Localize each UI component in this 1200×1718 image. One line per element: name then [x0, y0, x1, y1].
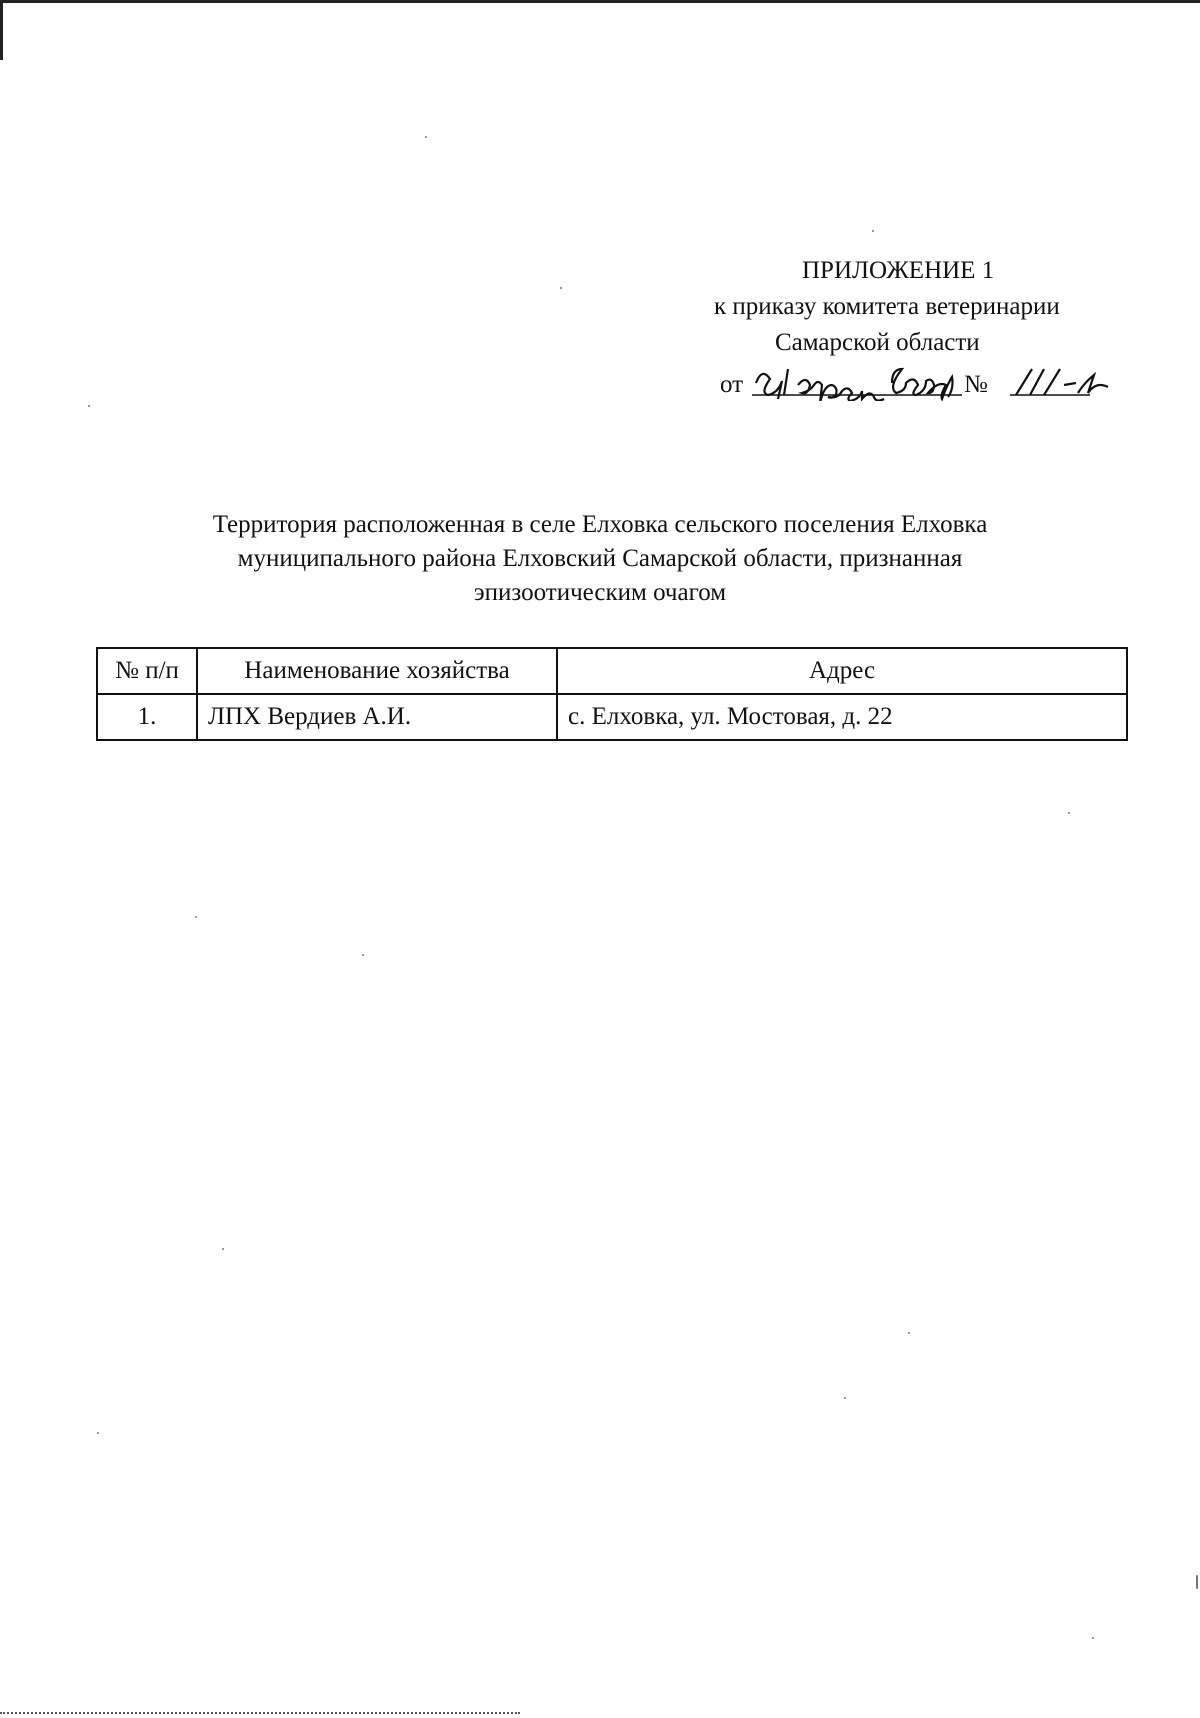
appendix-date-number-line	[680, 361, 1150, 397]
scan-speck	[1196, 1575, 1198, 1589]
scan-speck	[222, 1248, 224, 1250]
scan-speck	[1092, 1637, 1094, 1639]
scan-speck	[908, 1332, 910, 1334]
number-label: №	[964, 371, 988, 398]
heading-line-3: эпизоотическим очагом	[473, 579, 727, 606]
header-farm-name: Наименование хозяйства	[197, 648, 557, 694]
table-header-row	[97, 648, 1127, 694]
scan-speck	[425, 136, 427, 138]
scan-speck	[1068, 812, 1070, 814]
table-row	[97, 694, 1127, 740]
appendix-order-line: к приказу комитета ветеринарии	[714, 293, 1060, 320]
scan-edge-bottom	[0, 1712, 520, 1714]
appendix-region-line: Самарской области	[775, 329, 980, 356]
header-address: Адрес	[557, 648, 1127, 694]
handwritten-signature-date	[680, 361, 1150, 401]
scan-edge-left	[0, 0, 3, 60]
scan-speck	[844, 1397, 846, 1399]
appendix-block	[680, 253, 1150, 397]
heading-line-1: Территория расположенная в селе Елховка сельского поселения Елховка	[212, 511, 988, 538]
document-heading	[150, 508, 1050, 610]
registry-table	[96, 647, 1128, 741]
scan-speck	[362, 954, 364, 956]
header-number: № п/п	[97, 648, 197, 694]
scan-edge-top	[0, 0, 1200, 3]
scan-speck	[195, 916, 197, 918]
scan-speck	[88, 405, 90, 407]
cell-address: с. Елховка, ул. Мостовая, д. 22	[557, 694, 1127, 740]
heading-line-2: муниципального района Елховский Самарской области, признанная	[237, 545, 963, 572]
scan-speck	[872, 230, 874, 232]
scan-speck	[560, 287, 562, 289]
appendix-title: ПРИЛОЖЕНИЕ 1	[802, 257, 995, 284]
cell-farm-name: ЛПХ Вердиев А.И.	[197, 694, 557, 740]
scan-speck	[97, 1432, 99, 1434]
from-label: от	[720, 371, 744, 398]
cell-number: 1.	[97, 694, 197, 740]
